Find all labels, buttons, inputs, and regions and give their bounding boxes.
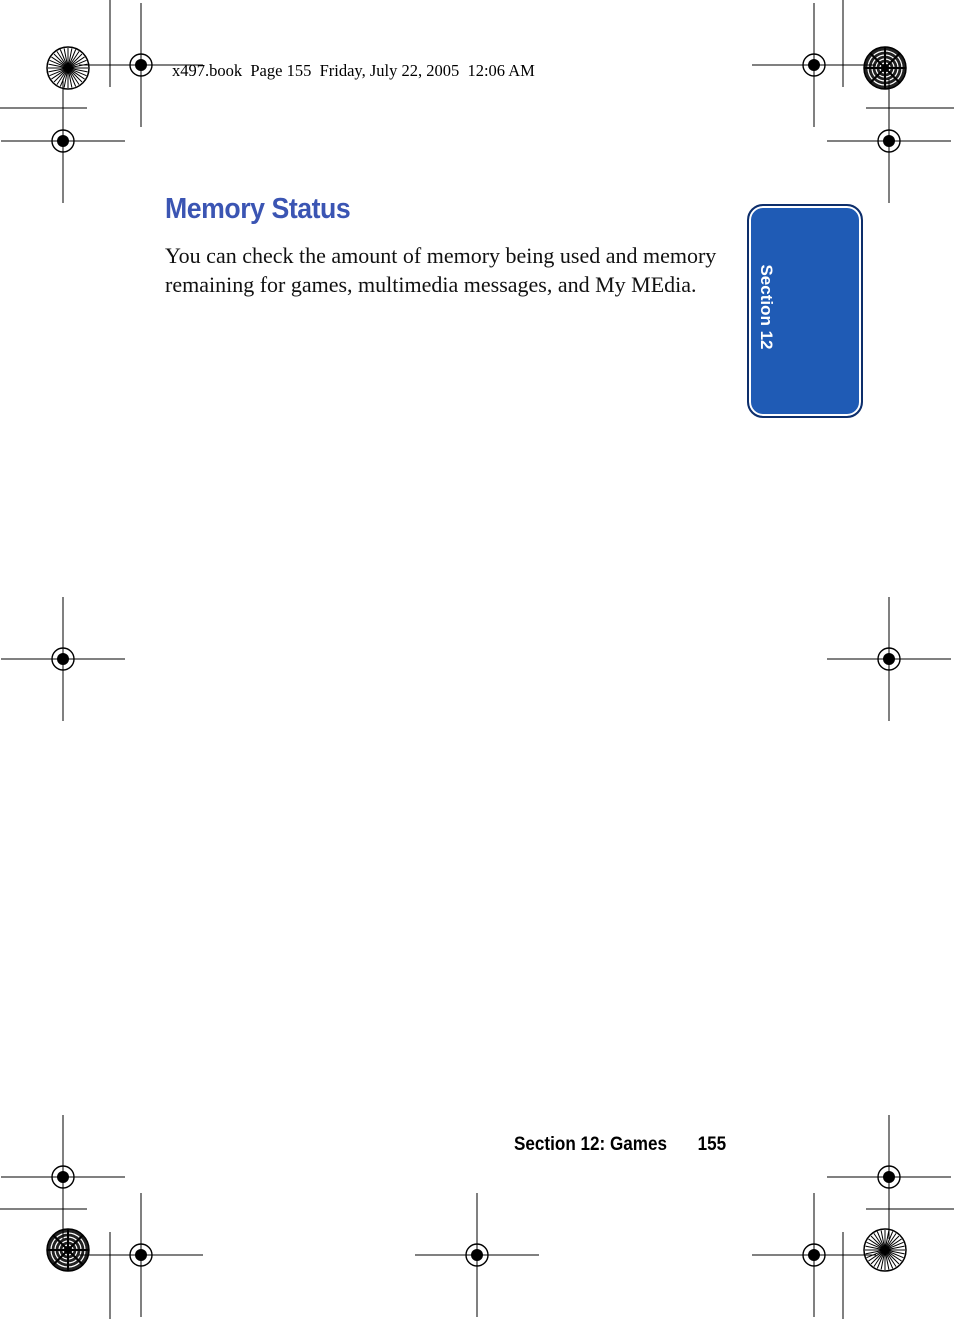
page-footer xyxy=(514,1134,726,1156)
print-slug: x497.book Page 155 Friday, July 22, 2005 12:06 AM xyxy=(172,61,535,80)
section-tab-label: Section 12 xyxy=(757,264,776,350)
page-number: 155 xyxy=(697,1134,727,1155)
body-paragraph: You can check the amount of memory being used and memory remaining for games, multimedia messages, and My MEdia. xyxy=(165,243,717,297)
page-title: Memory Status xyxy=(165,193,351,225)
footer-section: Section 12: Games xyxy=(514,1134,668,1155)
